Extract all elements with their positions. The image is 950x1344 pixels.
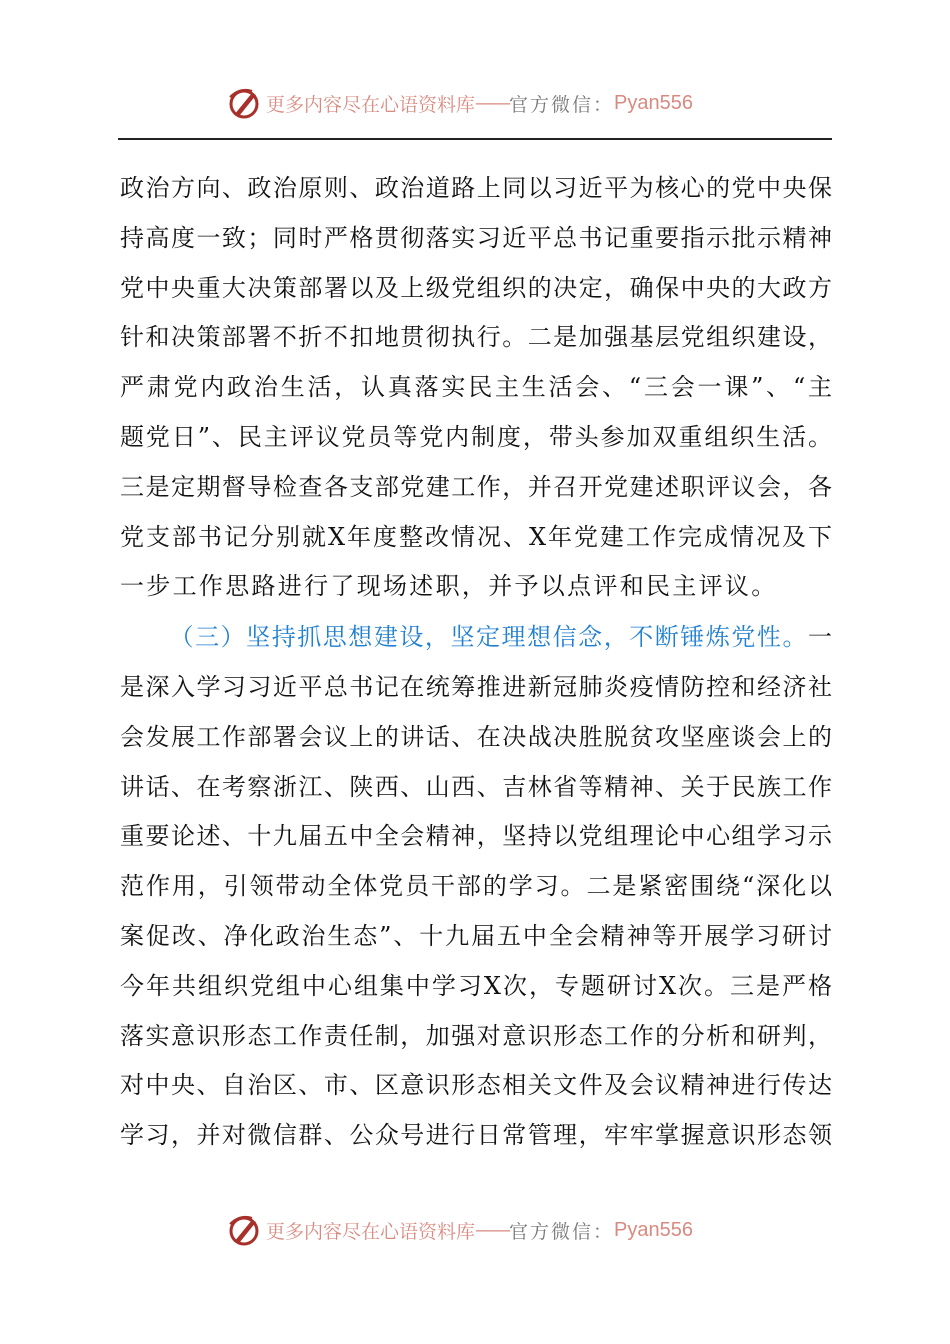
footer-wechat-id: Pyan556 bbox=[614, 1218, 693, 1241]
text-line: 会发展工作部署会议上的讲话、在决战决胜脱贫攻坚座谈会上的 bbox=[120, 722, 832, 751]
text-line: 对中央、自治区、市、区意识形态相关文件及会议精神进行传达 bbox=[120, 1071, 832, 1100]
text-line: 讲话、在考察浙江、陕西、山西、吉林省等精神、关于民族工作 bbox=[120, 772, 832, 801]
header-wechat-id: Pyan556 bbox=[614, 91, 693, 114]
header-divider bbox=[118, 138, 832, 140]
footer-dash: —— bbox=[475, 1219, 510, 1241]
text-line: 党中央重大决策部署以及上级党组织的决定，确保中央的大政方 bbox=[120, 273, 832, 302]
text-line: 党支部书记分别就X年度整改情况、X年党建工作完成情况及下 bbox=[120, 522, 832, 551]
text-line: 范作用，引领带动全体党员干部的学习。二是紧密围绕“深化以 bbox=[120, 872, 832, 901]
header-watermark bbox=[226, 85, 693, 121]
text-line: 落实意识形态工作责任制，加强对意识形态工作的分析和研判， bbox=[120, 1021, 832, 1050]
header-site-name: 更多内容尽在心语资料库 bbox=[266, 93, 476, 116]
text-line: 针和决策部署不折不扣地贯彻执行。二是加强基层党组织建设， bbox=[120, 323, 832, 352]
section-heading: （三）坚持抓思想建设，坚定理想信念，不断锤炼党性。 bbox=[168, 623, 808, 651]
text-line: 一步工作思路进行了现场述职，并予以点评和民主评议。 bbox=[120, 572, 778, 601]
text-line: 严肃党内政治生活，认真落实民主生活会、“三会一课”、“主 bbox=[120, 373, 832, 402]
text-line: 学习，并对微信群、公众号进行日常管理，牢牢掌握意识形态领 bbox=[120, 1121, 832, 1150]
text-line: 持高度一致；同时严格贯彻落实习近平总书记重要指示批示精神 bbox=[120, 223, 832, 252]
footer-site-name: 更多内容尽在心语资料库 bbox=[266, 1220, 476, 1243]
text-line: 案促改、净化政治生态”、十九届五中全会精神等开展学习研讨 bbox=[120, 922, 832, 950]
text-line: 政治方向、政治原则、政治道路上同以习近平为核心的党中央保 bbox=[120, 174, 832, 202]
text-line: 今年共组织党组中心组集中学习X次，专题研讨X次。三是严格 bbox=[120, 971, 832, 1000]
header-wechat-label: 官方微信： bbox=[509, 93, 615, 116]
text-line: 三是定期督导检查各支部党建工作，并召开党建述职评议会，各 bbox=[120, 472, 832, 501]
text-line: 重要论述、十九届五中全会精神，坚持以党组理论中心组学习示 bbox=[120, 822, 832, 851]
quill-logo-icon bbox=[226, 1212, 262, 1248]
footer-watermark bbox=[226, 1212, 693, 1248]
footer-wechat-label: 官方微信： bbox=[509, 1220, 615, 1243]
text-line: 是深入学习习近平总书记在统筹推进新冠肺炎疫情防控和经济社 bbox=[120, 673, 832, 701]
quill-logo-icon bbox=[226, 85, 262, 121]
heading-tail: 一 bbox=[808, 623, 832, 651]
text-line: 题党日”、民主评议党员等党内制度，带头参加双重组织生活。 bbox=[120, 423, 832, 451]
header-dash: —— bbox=[475, 92, 510, 114]
section-heading-line bbox=[120, 622, 832, 652]
